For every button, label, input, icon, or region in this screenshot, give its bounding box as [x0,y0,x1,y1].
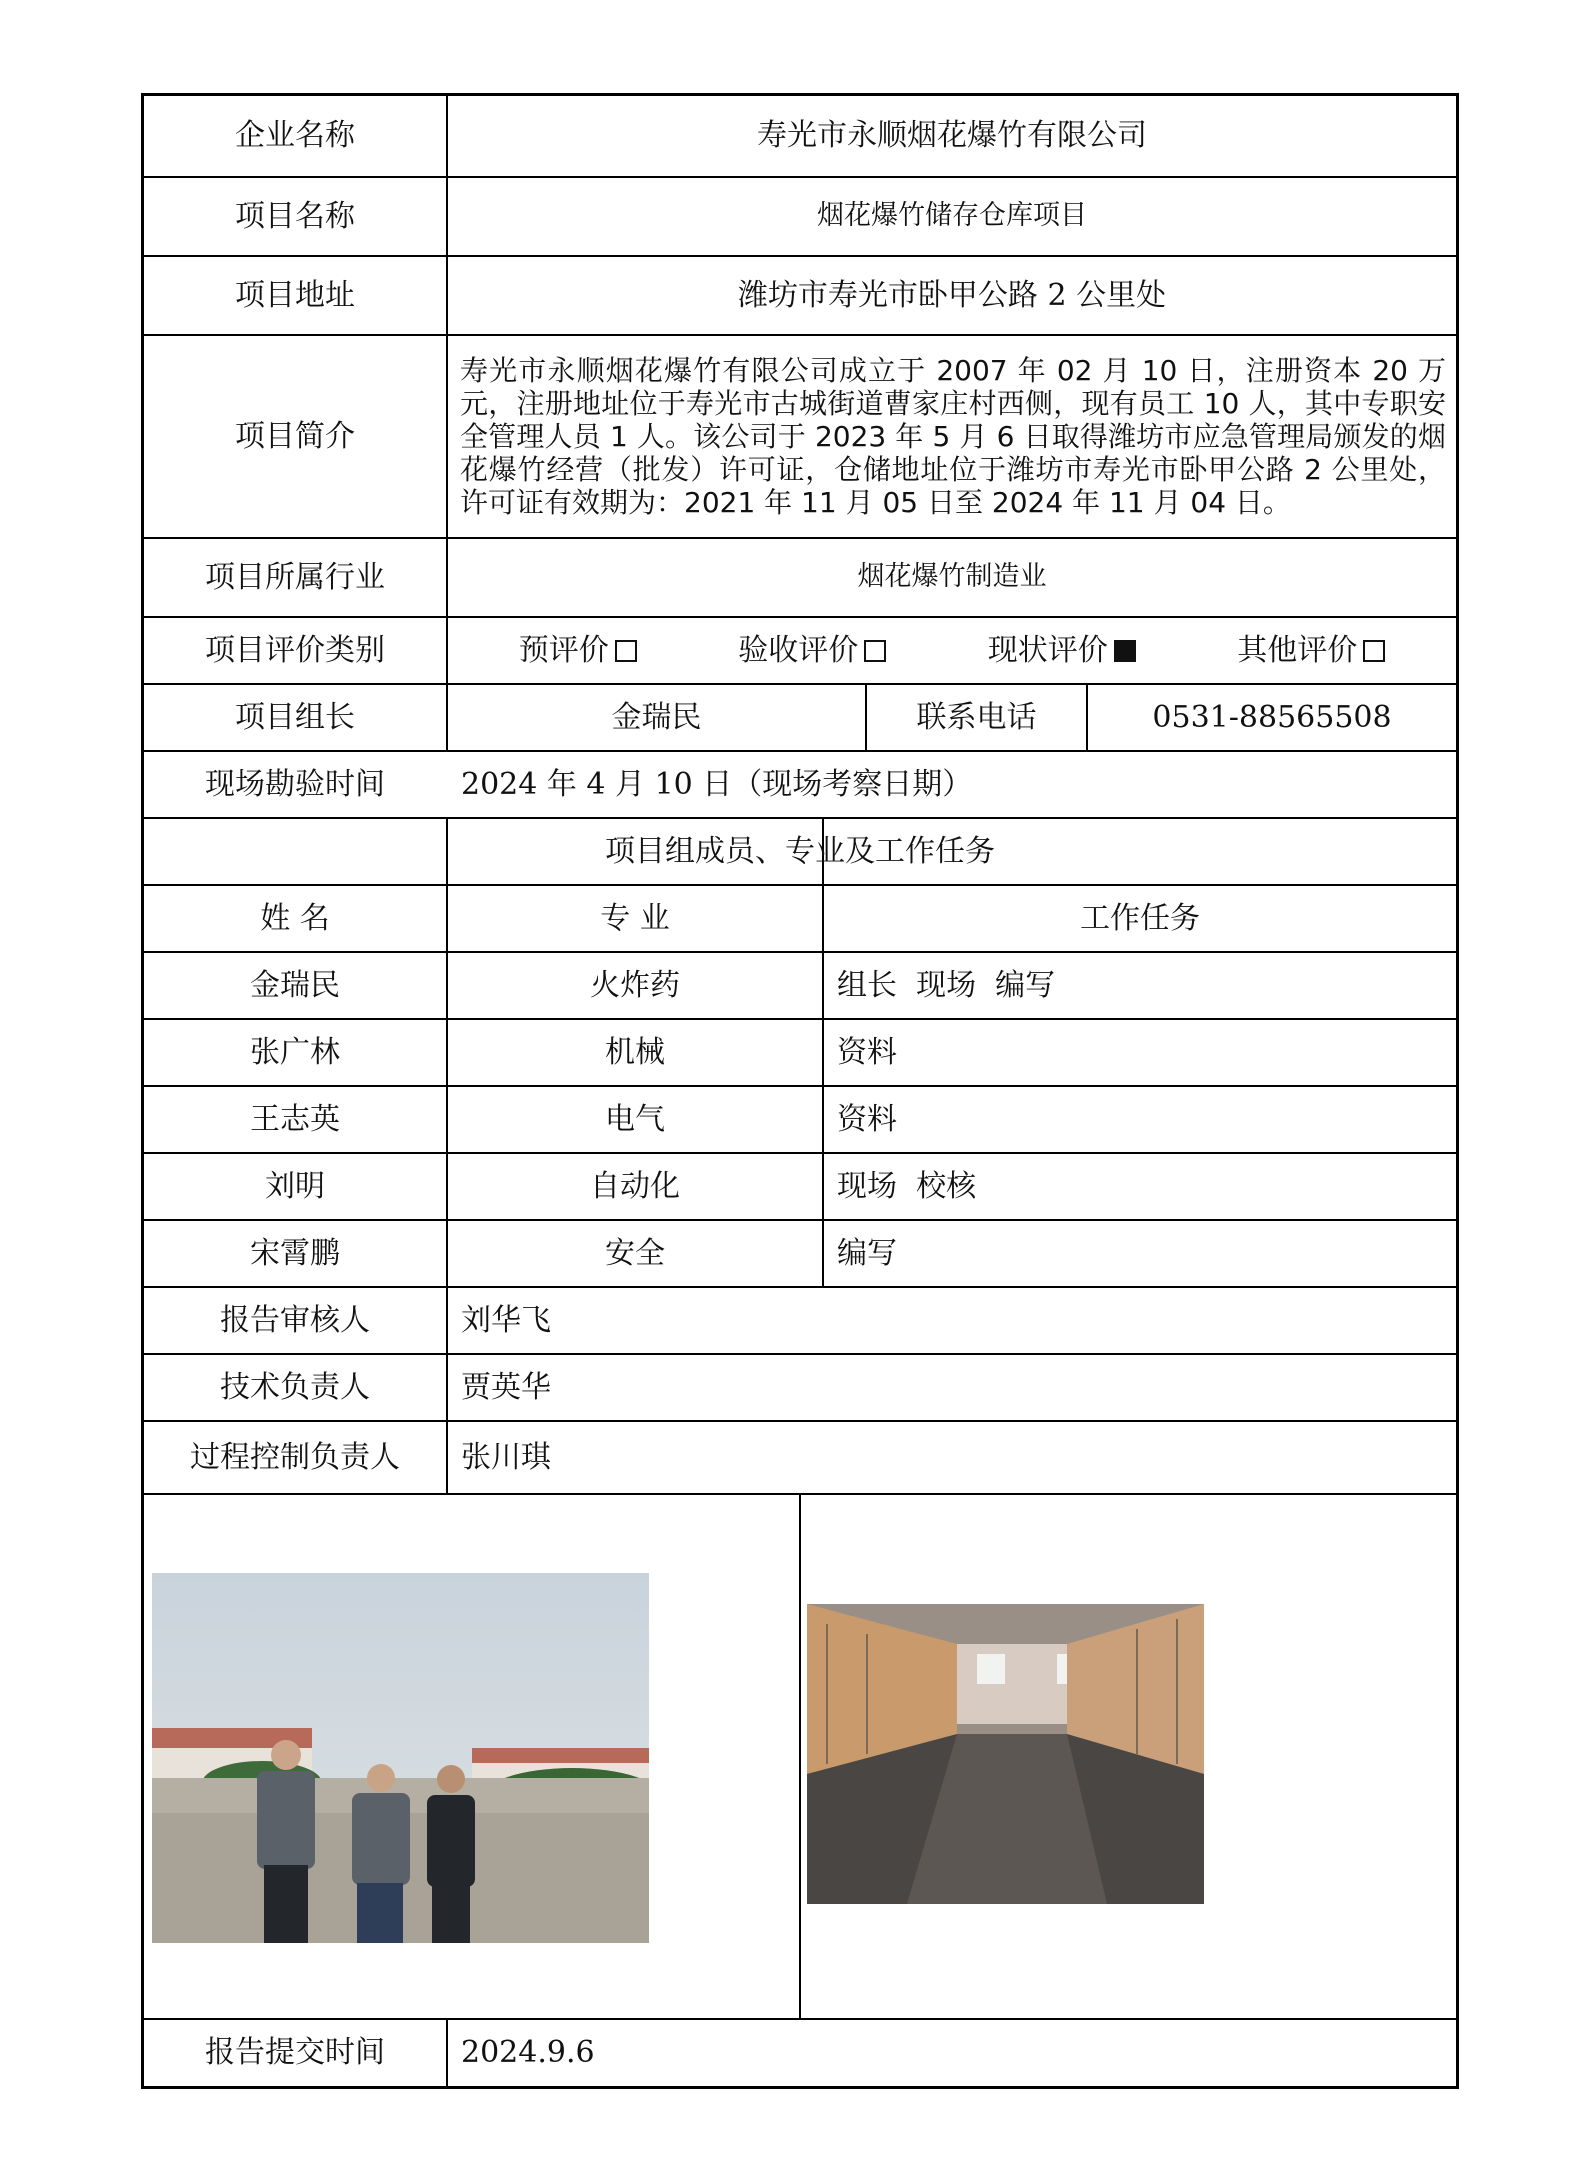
value-process-control-lead: 张川琪 [461,1439,551,1475]
label-project-address: 项目地址 [235,277,355,313]
checkbox-acceptance-evaluation[interactable] [864,640,886,662]
label-team-leader: 项目组长 [235,699,355,735]
option-pre-evaluation[interactable] [519,633,637,669]
evaluation-type-options [448,618,1456,683]
label-project-name: 项目名称 [235,198,355,234]
project-info-form [141,93,1459,2089]
member-task: 资料 [837,1034,897,1070]
option-acceptance-evaluation-label: 验收评价 [738,632,859,668]
member-task: 现场 校核 [837,1168,977,1204]
option-other-evaluation-label: 其他评价 [1237,632,1358,668]
member-name: 宋霄鹏 [250,1235,340,1271]
value-team-leader: 金瑞民 [611,699,702,735]
label-submit-time: 报告提交时间 [205,2035,385,2070]
label-evaluation-type: 项目评价类别 [205,632,385,668]
label-site-survey-time: 现场勘验时间 [205,766,385,802]
value-project-address: 潍坊市寿光市卧甲公路 2 公里处 [737,277,1167,313]
option-status-evaluation[interactable] [988,633,1136,669]
label-tech-lead: 技术负责人 [220,1369,370,1405]
column-header-task: 工作任务 [1080,900,1200,936]
value-submit-time: 2024.9.6 [461,2035,595,2070]
member-name: 刘明 [265,1168,325,1204]
member-major: 机械 [605,1034,665,1070]
label-project-intro: 项目简介 [235,418,355,454]
site-team-photo [152,1573,649,1943]
member-name: 王志英 [250,1101,340,1137]
member-major: 安全 [605,1235,665,1271]
member-task: 编写 [837,1235,897,1271]
value-contact-phone: 0531-88565508 [1152,699,1392,735]
value-report-reviewer: 刘华飞 [461,1302,551,1338]
value-project-name: 烟花爆竹储存仓库项目 [817,200,1087,232]
value-company-name: 寿光市永顺烟花爆竹有限公司 [757,118,1147,153]
member-major: 火炸药 [590,967,680,1003]
label-process-control-lead: 过程控制负责人 [190,1439,400,1475]
value-tech-lead: 贾英华 [461,1369,551,1405]
member-task: 资料 [837,1101,897,1137]
member-major: 电气 [605,1101,665,1137]
label-company-name: 企业名称 [235,118,355,153]
option-pre-evaluation-label: 预评价 [518,632,609,668]
member-major: 自动化 [590,1168,680,1204]
member-task: 组长 现场 编写 [837,967,1056,1003]
column-header-major: 专 业 [600,900,670,936]
column-header-name: 姓 名 [260,900,330,936]
value-project-intro: 寿光市永顺烟花爆竹有限公司成立于 2007 年 02 月 10 日，注册资本 20 万元，注册地址位于寿光市古城街道曹家庄村西侧，现有员工 10 人，其中专职安全管理人员 1 人。该公司于 2023 年 5 月 6 日取得潍坊市应急管理局颁发的烟花爆竹经营（批发）许可证，仓储地址位于潍坊市寿光市卧甲公路 2 公里处，许可证有效期为：2021 年 11 月 05 日至 2024 年 11 月 04 日。 [460,354,1446,519]
checkbox-pre-evaluation[interactable] [615,640,637,662]
member-name: 金瑞民 [250,967,340,1003]
checkbox-status-evaluation[interactable] [1114,640,1136,662]
option-status-evaluation-label: 现状评价 [987,632,1108,668]
member-name: 张广林 [250,1034,340,1070]
label-report-reviewer: 报告审核人 [220,1302,370,1338]
label-industry: 项目所属行业 [205,559,385,595]
label-contact-phone: 联系电话 [916,699,1037,735]
warehouse-photo [807,1604,1204,1904]
option-acceptance-evaluation[interactable] [738,633,886,669]
value-site-survey-time: 2024 年 4 月 10 日（现场考察日期） [461,766,973,802]
checkbox-other-evaluation[interactable] [1363,640,1385,662]
value-industry: 烟花爆竹制造业 [857,561,1047,593]
option-other-evaluation[interactable] [1237,633,1385,669]
members-section-title: 项目组成员、专业及工作任务 [605,833,995,869]
